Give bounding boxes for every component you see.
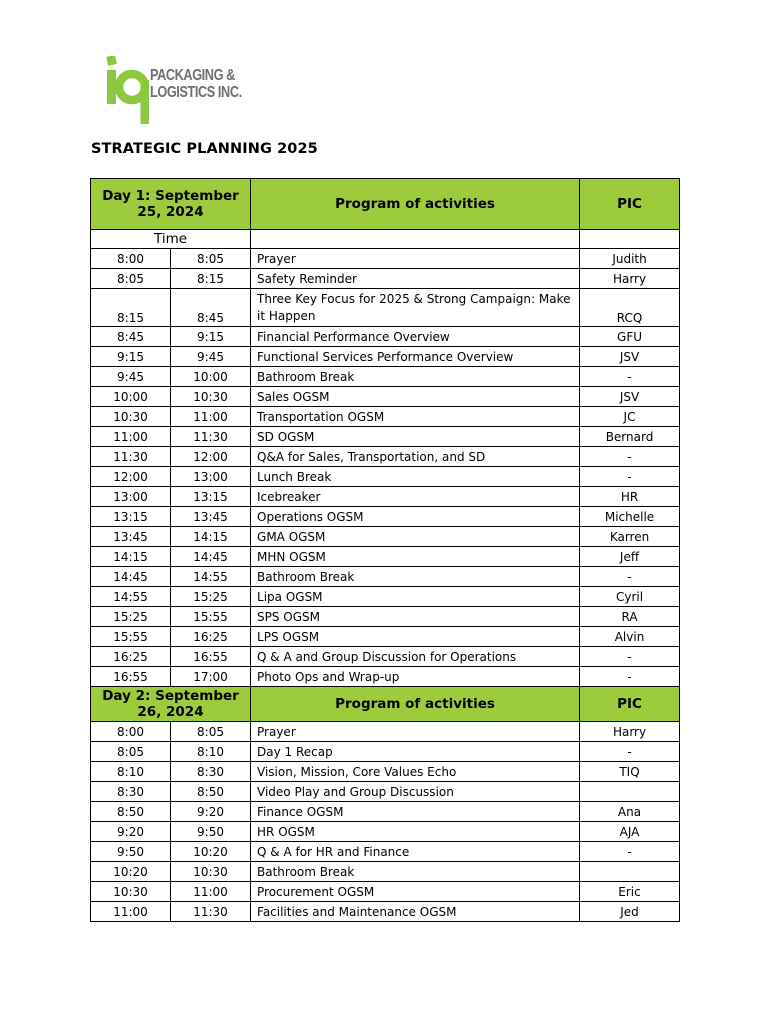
table-row xyxy=(91,507,680,527)
start-time: 8:05 xyxy=(91,742,171,762)
start-time: 8:15 xyxy=(91,289,171,327)
pic: Jed xyxy=(580,902,680,922)
start-time: 14:15 xyxy=(91,547,171,567)
start-time: 9:15 xyxy=(91,347,171,367)
start-time: 9:20 xyxy=(91,822,171,842)
activity: Finance OGSM xyxy=(251,802,580,822)
start-time: 8:00 xyxy=(91,722,171,742)
activity: Icebreaker xyxy=(251,487,580,507)
table-row xyxy=(91,467,680,487)
start-time: 10:30 xyxy=(91,407,171,427)
table-row xyxy=(91,447,680,467)
table-row xyxy=(91,567,680,587)
end-time: 8:45 xyxy=(171,289,251,327)
start-time: 11:00 xyxy=(91,902,171,922)
start-time: 12:00 xyxy=(91,467,171,487)
time-label-row xyxy=(91,230,680,249)
activity: Day 1 Recap xyxy=(251,742,580,762)
end-time: 10:30 xyxy=(171,387,251,407)
table-row xyxy=(91,249,680,269)
pic: RCQ xyxy=(580,289,680,327)
end-time: 15:55 xyxy=(171,607,251,627)
day-header: Day 2: September 26, 2024 xyxy=(91,687,251,722)
table-row xyxy=(91,407,680,427)
pic: - xyxy=(580,742,680,762)
program-header: Program of activities xyxy=(251,687,580,722)
end-time: 9:20 xyxy=(171,802,251,822)
pic: GFU xyxy=(580,327,680,347)
table-row xyxy=(91,289,680,327)
start-time: 16:25 xyxy=(91,647,171,667)
activity: Financial Performance Overview xyxy=(251,327,580,347)
pic: Jeff xyxy=(580,547,680,567)
activity: Sales OGSM xyxy=(251,387,580,407)
table-row xyxy=(91,367,680,387)
end-time: 8:30 xyxy=(171,762,251,782)
end-time: 8:10 xyxy=(171,742,251,762)
pic: Alvin xyxy=(580,627,680,647)
end-time: 16:25 xyxy=(171,627,251,647)
table-row xyxy=(91,347,680,367)
activity: GMA OGSM xyxy=(251,527,580,547)
company-name-line2: LOGISTICS INC. xyxy=(150,84,242,101)
pic: Ana xyxy=(580,802,680,822)
table-row xyxy=(91,547,680,567)
activity: Q & A for HR and Finance xyxy=(251,842,580,862)
end-time: 8:05 xyxy=(171,249,251,269)
activity: MHN OGSM xyxy=(251,547,580,567)
start-time: 9:50 xyxy=(91,842,171,862)
pic: TIQ xyxy=(580,762,680,782)
pic: JSV xyxy=(580,387,680,407)
pic: Harry xyxy=(580,722,680,742)
end-time: 10:20 xyxy=(171,842,251,862)
table-row xyxy=(91,587,680,607)
pic: - xyxy=(580,567,680,587)
start-time: 8:45 xyxy=(91,327,171,347)
activity: Procurement OGSM xyxy=(251,882,580,902)
pic xyxy=(580,782,680,802)
pic: Judith xyxy=(580,249,680,269)
pic: - xyxy=(580,447,680,467)
schedule-table xyxy=(90,178,680,922)
end-time: 10:30 xyxy=(171,862,251,882)
end-time: 11:00 xyxy=(171,882,251,902)
activity: SD OGSM xyxy=(251,427,580,447)
activity: Three Key Focus for 2025 & Strong Campaign: Make it Happen xyxy=(251,289,580,327)
pic: - xyxy=(580,647,680,667)
day-header: Day 1: September 25, 2024 xyxy=(91,179,251,230)
start-time: 8:05 xyxy=(91,269,171,289)
table-row xyxy=(91,782,680,802)
pic: Eric xyxy=(580,882,680,902)
company-logo xyxy=(105,56,245,126)
start-time: 15:55 xyxy=(91,627,171,647)
company-name-line1: PACKAGING & xyxy=(150,67,235,84)
pic: Harry xyxy=(580,269,680,289)
table-row xyxy=(91,487,680,507)
activity: Operations OGSM xyxy=(251,507,580,527)
table-row xyxy=(91,762,680,782)
start-time: 10:20 xyxy=(91,862,171,882)
start-time: 13:15 xyxy=(91,507,171,527)
table-row xyxy=(91,387,680,407)
end-time: 11:30 xyxy=(171,427,251,447)
activity: Prayer xyxy=(251,249,580,269)
table-row xyxy=(91,327,680,347)
pic: - xyxy=(580,842,680,862)
program-header: Program of activities xyxy=(251,179,580,230)
table-row xyxy=(91,269,680,289)
end-time: 13:00 xyxy=(171,467,251,487)
pic: Michelle xyxy=(580,507,680,527)
table-row xyxy=(91,647,680,667)
start-time: 11:30 xyxy=(91,447,171,467)
iq-logo-mark xyxy=(105,56,153,126)
start-time: 9:45 xyxy=(91,367,171,387)
pic: Bernard xyxy=(580,427,680,447)
pic: - xyxy=(580,367,680,387)
end-time: 9:50 xyxy=(171,822,251,842)
pic: - xyxy=(580,667,680,687)
pic: AJA xyxy=(580,822,680,842)
end-time: 11:30 xyxy=(171,902,251,922)
table-row xyxy=(91,427,680,447)
start-time: 14:55 xyxy=(91,587,171,607)
activity: Q&A for Sales, Transportation, and SD xyxy=(251,447,580,467)
day1-header-row xyxy=(91,179,680,230)
end-time: 8:05 xyxy=(171,722,251,742)
activity: Bathroom Break xyxy=(251,367,580,387)
table-row xyxy=(91,627,680,647)
start-time: 8:30 xyxy=(91,782,171,802)
activity: Functional Services Performance Overview xyxy=(251,347,580,367)
end-time: 9:15 xyxy=(171,327,251,347)
activity: SPS OGSM xyxy=(251,607,580,627)
start-time: 10:00 xyxy=(91,387,171,407)
end-time: 16:55 xyxy=(171,647,251,667)
pic xyxy=(580,862,680,882)
activity: Bathroom Break xyxy=(251,862,580,882)
end-time: 15:25 xyxy=(171,587,251,607)
day2-header-row xyxy=(91,687,680,722)
company-name xyxy=(150,67,242,101)
start-time: 14:45 xyxy=(91,567,171,587)
pic: JC xyxy=(580,407,680,427)
empty-cell xyxy=(251,230,580,249)
pic-header: PIC xyxy=(580,687,680,722)
end-time: 11:00 xyxy=(171,407,251,427)
pic: RA xyxy=(580,607,680,627)
pic-header: PIC xyxy=(580,179,680,230)
activity: Photo Ops and Wrap-up xyxy=(251,667,580,687)
start-time: 8:10 xyxy=(91,762,171,782)
schedule-body xyxy=(91,179,680,922)
end-time: 9:45 xyxy=(171,347,251,367)
table-row xyxy=(91,527,680,547)
time-label: Time xyxy=(91,230,251,249)
table-row xyxy=(91,667,680,687)
start-time: 15:25 xyxy=(91,607,171,627)
pic: - xyxy=(580,467,680,487)
end-time: 13:15 xyxy=(171,487,251,507)
start-time: 8:50 xyxy=(91,802,171,822)
activity: Lipa OGSM xyxy=(251,587,580,607)
start-time: 13:45 xyxy=(91,527,171,547)
table-row xyxy=(91,607,680,627)
activity: Lunch Break xyxy=(251,467,580,487)
table-row xyxy=(91,822,680,842)
end-time: 8:50 xyxy=(171,782,251,802)
activity: Prayer xyxy=(251,722,580,742)
start-time: 11:00 xyxy=(91,427,171,447)
start-time: 10:30 xyxy=(91,882,171,902)
table-row xyxy=(91,802,680,822)
end-time: 17:00 xyxy=(171,667,251,687)
start-time: 8:00 xyxy=(91,249,171,269)
start-time: 13:00 xyxy=(91,487,171,507)
table-row xyxy=(91,722,680,742)
activity: Video Play and Group Discussion xyxy=(251,782,580,802)
activity: LPS OGSM xyxy=(251,627,580,647)
pic: Cyril xyxy=(580,587,680,607)
empty-cell xyxy=(580,230,680,249)
end-time: 14:45 xyxy=(171,547,251,567)
activity: Safety Reminder xyxy=(251,269,580,289)
end-time: 14:15 xyxy=(171,527,251,547)
pic: JSV xyxy=(580,347,680,367)
activity: Bathroom Break xyxy=(251,567,580,587)
table-row xyxy=(91,862,680,882)
end-time: 13:45 xyxy=(171,507,251,527)
pic: HR xyxy=(580,487,680,507)
activity: HR OGSM xyxy=(251,822,580,842)
activity: Q & A and Group Discussion for Operations xyxy=(251,647,580,667)
end-time: 12:00 xyxy=(171,447,251,467)
activity: Transportation OGSM xyxy=(251,407,580,427)
activity: Vision, Mission, Core Values Echo xyxy=(251,762,580,782)
end-time: 8:15 xyxy=(171,269,251,289)
document-title: STRATEGIC PLANNING 2025 xyxy=(91,141,318,157)
table-row xyxy=(91,742,680,762)
start-time: 16:55 xyxy=(91,667,171,687)
end-time: 14:55 xyxy=(171,567,251,587)
end-time: 10:00 xyxy=(171,367,251,387)
table-row xyxy=(91,842,680,862)
pic: Karren xyxy=(580,527,680,547)
activity: Facilities and Maintenance OGSM xyxy=(251,902,580,922)
table-row xyxy=(91,902,680,922)
table-row xyxy=(91,882,680,902)
